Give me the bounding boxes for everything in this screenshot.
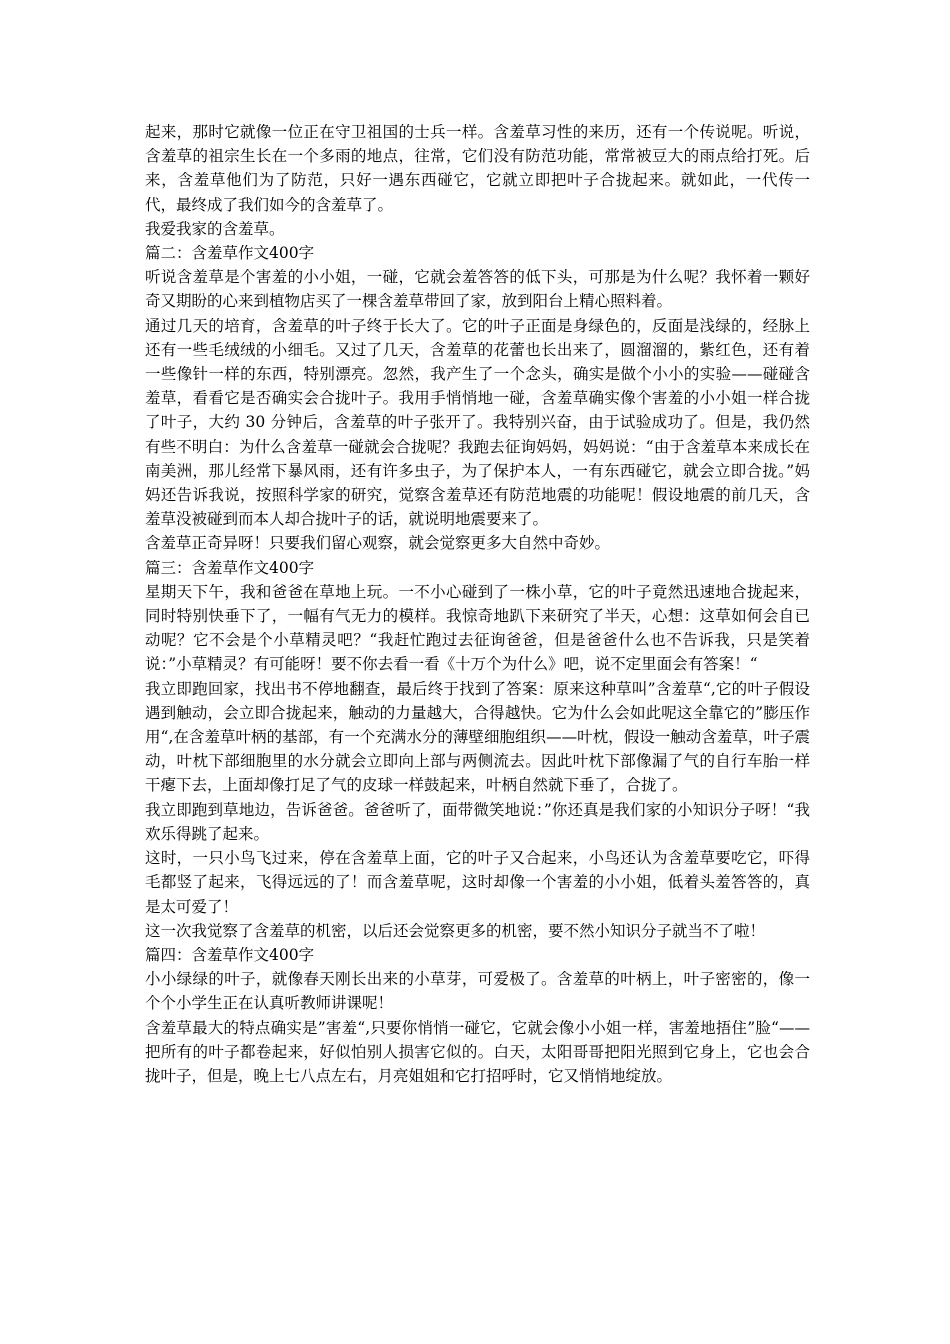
paragraph-essay-2-intro: 听说含羞草是个害羞的小小姐，一碰，它就会羞答答的低下头，可那是为什么呢？我怀着一颗好奇又期盼的心来到植物店买了一棵含羞草带回了家，放到阳台上精心照料着。 <box>145 268 810 311</box>
paragraph-closing-line: 我爱我家的含羞草。 <box>145 219 285 238</box>
section-heading-essay-4: 篇四：含羞草作文400字 <box>145 945 315 964</box>
paragraph-essay-3-conclusion: 这一次我觉察了含羞草的机密，以后还会觉察更多的机密，要不然小知识分子就当不了啦！ <box>145 921 766 940</box>
section-heading-essay-3: 篇三：含羞草作文400字 <box>145 558 315 577</box>
paragraph-essay-2-body: 通过几天的培育，含羞草的叶子终于长大了。它的叶子正面是身绿色的，反面是浅绿的，经脉上还有一些毛绒绒的小细毛。又过了几天，含羞草的花蕾也长出来了，圆溜溜的，紫红色，还有着一些像针一样的东西，特别漂亮。忽然，我产生了一个念头，确实是做个小小的实验——碰碰含羞草，看看它是否确实会合拢叶子。我用手悄悄地一碰，含羞草确实像个害羞的小小姐一样合拢了叶子，大约 30 分钟后，含羞草的叶子张开了。我特别兴奋，由于试验成功了。但是，我仍然有些不明白：为什么含羞草一碰就会合拢呢？我跑去征询妈妈，妈妈说：“由于含羞草本来成长在南美洲，那儿经常下暴风雨，还有许多虫子，为了保护本人，一有东西碰它，就会立即合拢。”妈妈还告诉我说，按照科学家的研究，觉察含羞草还有防范地震的功能呢！假设地震的前几天，含羞草没被碰到而本人却合拢叶子的话，就说明地震要来了。 <box>145 316 810 529</box>
paragraph-legend-continuation: 起来，那时它就像一位正在守卫祖国的士兵一样。含羞草习性的来历，还有一个传说呢。听说，含羞草的祖宗生长在一个多雨的地点，往常，它们没有防范功能，常常被豆大的雨点给打死。后来，含羞草他们为了防范，只好一遇东西碰它，它就立即把叶子合拢起来。就如此，一代传一代，最终成了我们如今的含羞草了。 <box>145 123 810 214</box>
paragraph-essay-3-tell-dad: 我立即跑到草地边，告诉爸爸。爸爸听了，面带微笑地说：”你还真是我们家的小知识分子呀！“我欢乐得跳了起来。 <box>145 800 810 843</box>
paragraph-essay-3-intro: 星期天下午，我和爸爸在草地上玩。一不小心碰到了一株小草，它的叶子竟然迅速地合拢起来，同时特别快垂下了，一幅有气无力的模样。我惊奇地趴下来研究了半天，心想：这草如何会自已动呢？它不会是个小草精灵吧？“我赶忙跑过去征询爸爸，但是爸爸什么也不告诉我，只是笑着说：”小草精灵？有可能呀！要不你去看一看《十万个为什么》吧，说不定里面会有答案！“ <box>145 582 810 674</box>
paragraph-essay-4-body: 含羞草最大的特点确实是”害羞“,只要你悄悄一碰它，它就会像小小姐一样，害羞地捂住”脸“——把所有的叶子都卷起来，好似怕别人损害它似的。白天，太阳哥哥把阳光照到它身上，它也会合拢叶子，但是，晚上七八点左右，月亮姐姐和它打招呼时，它又悄悄地绽放。 <box>145 1018 810 1085</box>
section-heading-essay-2: 篇二：含羞草作文400字 <box>145 244 315 263</box>
paragraph-essay-4-intro: 小小绿绿的叶子，就像春天刚长出来的小草芽，可爱极了。含羞草的叶柄上，叶子密密的，像一个个小学生正在认真听教师讲课呢！ <box>145 970 810 1013</box>
paragraph-essay-3-explanation: 我立即跑回家，找出书不停地翻查，最后终于找到了答案：原来这种草叫”含羞草“,它的叶子假设遇到触动，会立即合拢起来，触动的力量越大，合得越快。它为什么会如此呢这全靠它的”膨压作用“,在含羞草叶柄的基部，有一个充满水分的薄壁细胞组织——叶枕，假设一触动含羞草，叶子震动，叶枕下部细胞里的水分就会立即向上部与两侧流去。因此叶枕下部像漏了气的自行车胎一样干瘪下去，上面却像打足了气的皮球一样鼓起来，叶柄自然就下垂了，合拢了。 <box>145 679 810 795</box>
paragraph-essay-2-conclusion: 含羞草正奇异呀！只要我们留心观察，就会觉察更多大自然中奇妙。 <box>145 534 611 553</box>
paragraph-essay-3-bird: 这时，一只小鸟飞过来，停在含羞草上面，它的叶子又合起来，小鸟还认为含羞草要吃它，吓得毛都竖了起来，飞得远远的了！而含羞草呢，这时却像一个害羞的小小姐，低着头羞答答的，真是太可爱了！ <box>145 849 810 916</box>
essay-text <box>145 120 810 1088</box>
